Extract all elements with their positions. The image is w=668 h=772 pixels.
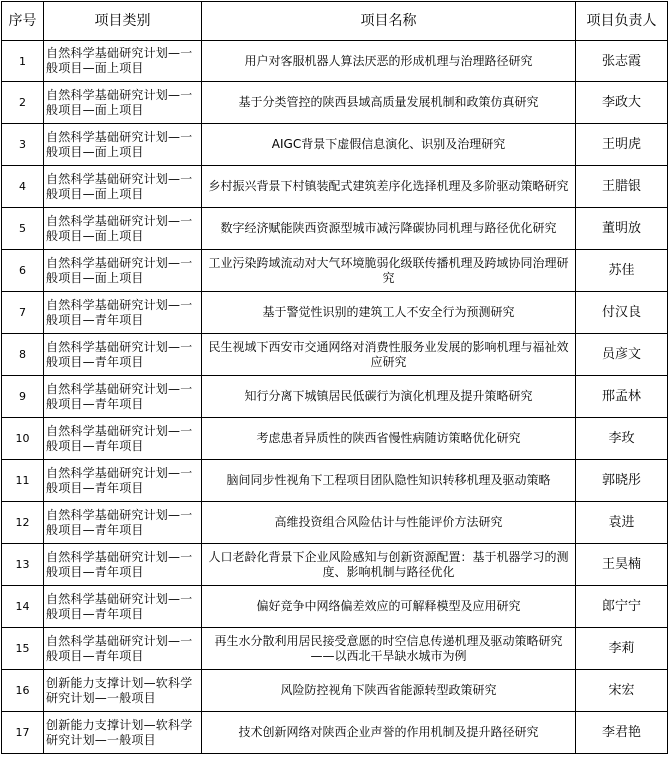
cell-category: 自然科学基础研究计划—一般项目—面上项目 [44,124,202,166]
cell-category: 自然科学基础研究计划—一般项目—面上项目 [44,166,202,208]
cell-lead: 郎宁宁 [576,586,668,628]
cell-lead: 宋宏 [576,670,668,712]
cell-seq: 16 [2,670,44,712]
cell-category: 自然科学基础研究计划—一般项目—青年项目 [44,292,202,334]
table-row [2,208,668,250]
cell-category: 自然科学基础研究计划—一般项目—青年项目 [44,628,202,670]
table-row [2,712,668,754]
cell-seq: 8 [2,334,44,376]
header-row [2,2,668,41]
cell-name: 基于分类管控的陕西县域高质量发展机制和政策仿真研究 [202,82,576,124]
table-row [2,376,668,418]
table-row [2,544,668,586]
cell-category: 创新能力支撑计划—软科学研究计划—一般项目 [44,670,202,712]
cell-category: 自然科学基础研究计划—一般项目—面上项目 [44,208,202,250]
header-name: 项目名称 [202,2,576,41]
cell-seq: 12 [2,502,44,544]
table-row [2,166,668,208]
table-row [2,82,668,124]
cell-lead: 付汉良 [576,292,668,334]
cell-category: 创新能力支撑计划—软科学研究计划—一般项目 [44,712,202,754]
header-lead: 项目负责人 [576,2,668,41]
cell-seq: 11 [2,460,44,502]
cell-name: 基于警觉性识别的建筑工人不安全行为预测研究 [202,292,576,334]
table-row [2,292,668,334]
cell-name: 风险防控视角下陕西省能源转型政策研究 [202,670,576,712]
table-row [2,250,668,292]
cell-seq: 3 [2,124,44,166]
cell-category: 自然科学基础研究计划—一般项目—青年项目 [44,502,202,544]
cell-lead: 员彦文 [576,334,668,376]
cell-lead: 董明放 [576,208,668,250]
cell-seq: 14 [2,586,44,628]
cell-category: 自然科学基础研究计划—一般项目—青年项目 [44,376,202,418]
cell-seq: 9 [2,376,44,418]
header-category: 项目类别 [44,2,202,41]
cell-name: 人口老龄化背景下企业风险感知与创新资源配置：基于机器学习的测度、影响机制与路径优化 [202,544,576,586]
cell-lead: 苏佳 [576,250,668,292]
cell-seq: 6 [2,250,44,292]
cell-lead: 李君艳 [576,712,668,754]
cell-name: 偏好竞争中网络偏差效应的可解释模型及应用研究 [202,586,576,628]
cell-lead: 袁进 [576,502,668,544]
table-row [2,628,668,670]
cell-name: 技术创新网络对陕西企业声誉的作用机制及提升路径研究 [202,712,576,754]
cell-category: 自然科学基础研究计划—一般项目—青年项目 [44,544,202,586]
cell-name: 数字经济赋能陕西资源型城市减污降碳协同机理与路径优化研究 [202,208,576,250]
cell-seq: 4 [2,166,44,208]
cell-seq: 5 [2,208,44,250]
cell-seq: 17 [2,712,44,754]
header-seq: 序号 [2,2,44,41]
cell-name: 用户对客服机器人算法厌恶的形成机理与治理路径研究 [202,41,576,82]
cell-category: 自然科学基础研究计划—一般项目—面上项目 [44,250,202,292]
cell-lead: 李莉 [576,628,668,670]
table-row [2,460,668,502]
cell-category: 自然科学基础研究计划—一般项目—青年项目 [44,334,202,376]
table-row [2,502,668,544]
project-table [1,1,668,754]
cell-name: 高维投资组合风险估计与性能评价方法研究 [202,502,576,544]
cell-name: 再生水分散利用居民接受意愿的时空信息传递机理及驱动策略研究 ——以西北干旱缺水城市为例 [202,628,576,670]
cell-category: 自然科学基础研究计划—一般项目—青年项目 [44,460,202,502]
cell-category: 自然科学基础研究计划—一般项目—青年项目 [44,586,202,628]
cell-category: 自然科学基础研究计划—一般项目—面上项目 [44,41,202,82]
cell-lead: 邢孟林 [576,376,668,418]
cell-seq: 13 [2,544,44,586]
cell-lead: 郭晓彤 [576,460,668,502]
table-row [2,670,668,712]
table-row [2,586,668,628]
cell-seq: 15 [2,628,44,670]
cell-category: 自然科学基础研究计划—一般项目—青年项目 [44,418,202,460]
cell-lead: 王明虎 [576,124,668,166]
cell-name: 知行分离下城镇居民低碳行为演化机理及提升策略研究 [202,376,576,418]
cell-name: 考虑患者异质性的陕西省慢性病随访策略优化研究 [202,418,576,460]
cell-lead: 张志霞 [576,41,668,82]
table-row [2,124,668,166]
table-row [2,418,668,460]
cell-seq: 10 [2,418,44,460]
cell-lead: 王腊银 [576,166,668,208]
cell-name: AIGC背景下虚假信息演化、识别及治理研究 [202,124,576,166]
cell-name: 民生视域下西安市交通网络对消费性服务业发展的影响机理与福祉效应研究 [202,334,576,376]
table-row [2,41,668,82]
cell-name: 乡村振兴背景下村镇装配式建筑差序化选择机理及多阶驱动策略研究 [202,166,576,208]
cell-category: 自然科学基础研究计划—一般项目—面上项目 [44,82,202,124]
cell-lead: 王昊楠 [576,544,668,586]
table-row [2,334,668,376]
cell-seq: 1 [2,41,44,82]
cell-seq: 7 [2,292,44,334]
cell-seq: 2 [2,82,44,124]
cell-name: 脑间同步性视角下工程项目团队隐性知识转移机理及驱动策略 [202,460,576,502]
cell-name: 工业污染跨域流动对大气环境脆弱化级联传播机理及跨域协同治理研究 [202,250,576,292]
cell-lead: 李政大 [576,82,668,124]
cell-lead: 李玫 [576,418,668,460]
